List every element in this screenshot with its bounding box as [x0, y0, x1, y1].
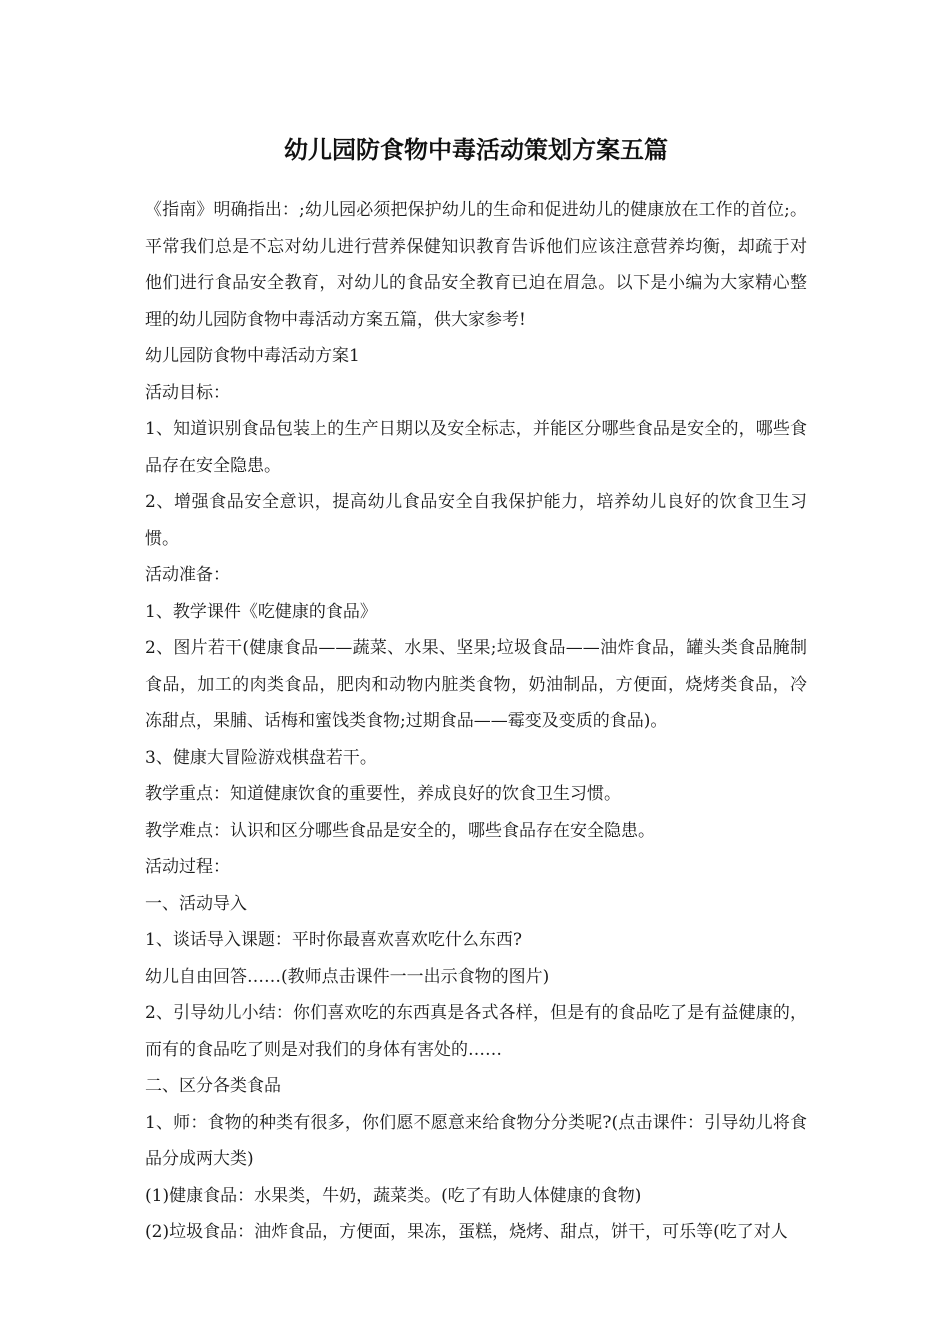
- document-title: 幼儿园防食物中毒活动策划方案五篇: [284, 135, 668, 164]
- paragraph-key-point: 教学重点：知道健康饮食的重要性，养成良好的饮食卫生习惯。: [145, 784, 621, 804]
- paragraph-free-answer: 幼儿自由回答……(教师点击课件一一出示食物的图片): [145, 966, 550, 987]
- paragraph-section-2: 二、区分各类食品: [145, 1076, 281, 1096]
- paragraph-healthy-food: (1)健康食品：水果类，牛奶，蔬菜类。(吃了有助人体健康的食物): [145, 1185, 642, 1206]
- paragraph-step-2: 2、引导幼儿小结：你们喜欢吃的东西真是各式各样，但是有的食品吃了是有益健康的，而有的食品吃了则是对我们的身体有害处的……: [145, 1003, 807, 1060]
- paragraph-plan-heading: 幼儿园防食物中毒活动方案1: [145, 346, 360, 366]
- paragraph-process-heading: 活动过程：: [145, 857, 230, 877]
- paragraph-section-1: 一、活动导入: [145, 893, 247, 914]
- paragraph-junk-food: (2)垃圾食品：油炸食品，方便面，果冻，蛋糕，烧烤、甜点，饼干，可乐等(吃了对人: [145, 1222, 788, 1242]
- document-body: [145, 130, 807, 1251]
- paragraph-prep-1: 1、教学课件《吃健康的食品》: [145, 601, 377, 622]
- paragraph-classify: 1、师：食物的种类有很多，你们愿不愿意来给食物分分类呢?(点击课件：引导幼儿将食品分成两大类): [145, 1112, 807, 1169]
- paragraph-difficulty: 教学难点：认识和区分哪些食品是安全的，哪些食品存在安全隐患。: [145, 820, 655, 841]
- paragraph-goal-2: 2、增强食品安全意识，提高幼儿食品安全自我保护能力，培养幼儿良好的饮食卫生习惯。: [145, 492, 807, 549]
- paragraph-prep-2: 2、图片若干(健康食品——蔬菜、水果、坚果;垃圾食品——油炸食品，罐头类食品腌制食品，加工的肉类食品，肥肉和动物内脏类食物，奶油制品，方便面，烧烤类食品，冷冻甜点，果脯、话梅和蜜饯类食物;过期食品——霉变及变质的食品)。: [145, 638, 807, 731]
- paragraph-goal-1: 1、知道识别食品包装上的生产日期以及安全标志，并能区分哪些食品是安全的，哪些食品存在安全隐患。: [145, 419, 807, 476]
- paragraph-step-1: 1、谈话导入课题：平时你最喜欢喜欢吃什么东西?: [145, 930, 522, 950]
- paragraph-prep-heading: 活动准备：: [145, 565, 230, 585]
- paragraph-goals-heading: 活动目标：: [145, 382, 230, 403]
- paragraph-prep-3: 3、健康大冒险游戏棋盘若干。: [145, 747, 377, 768]
- paragraph-intro: 《指南》明确指出：;幼儿园必须把保护幼儿的生命和促进幼儿的健康放在工作的首位;。平常我们总是不忘对幼儿进行营养保健知识教育告诉他们应该注意营养均衡，却疏于对他们进行食品安全教育，对幼儿的食品安全教育已迫在眉急。以下是小编为大家精心整理的幼儿园防食物中毒活动方案五篇，供大家参考!: [145, 200, 807, 330]
